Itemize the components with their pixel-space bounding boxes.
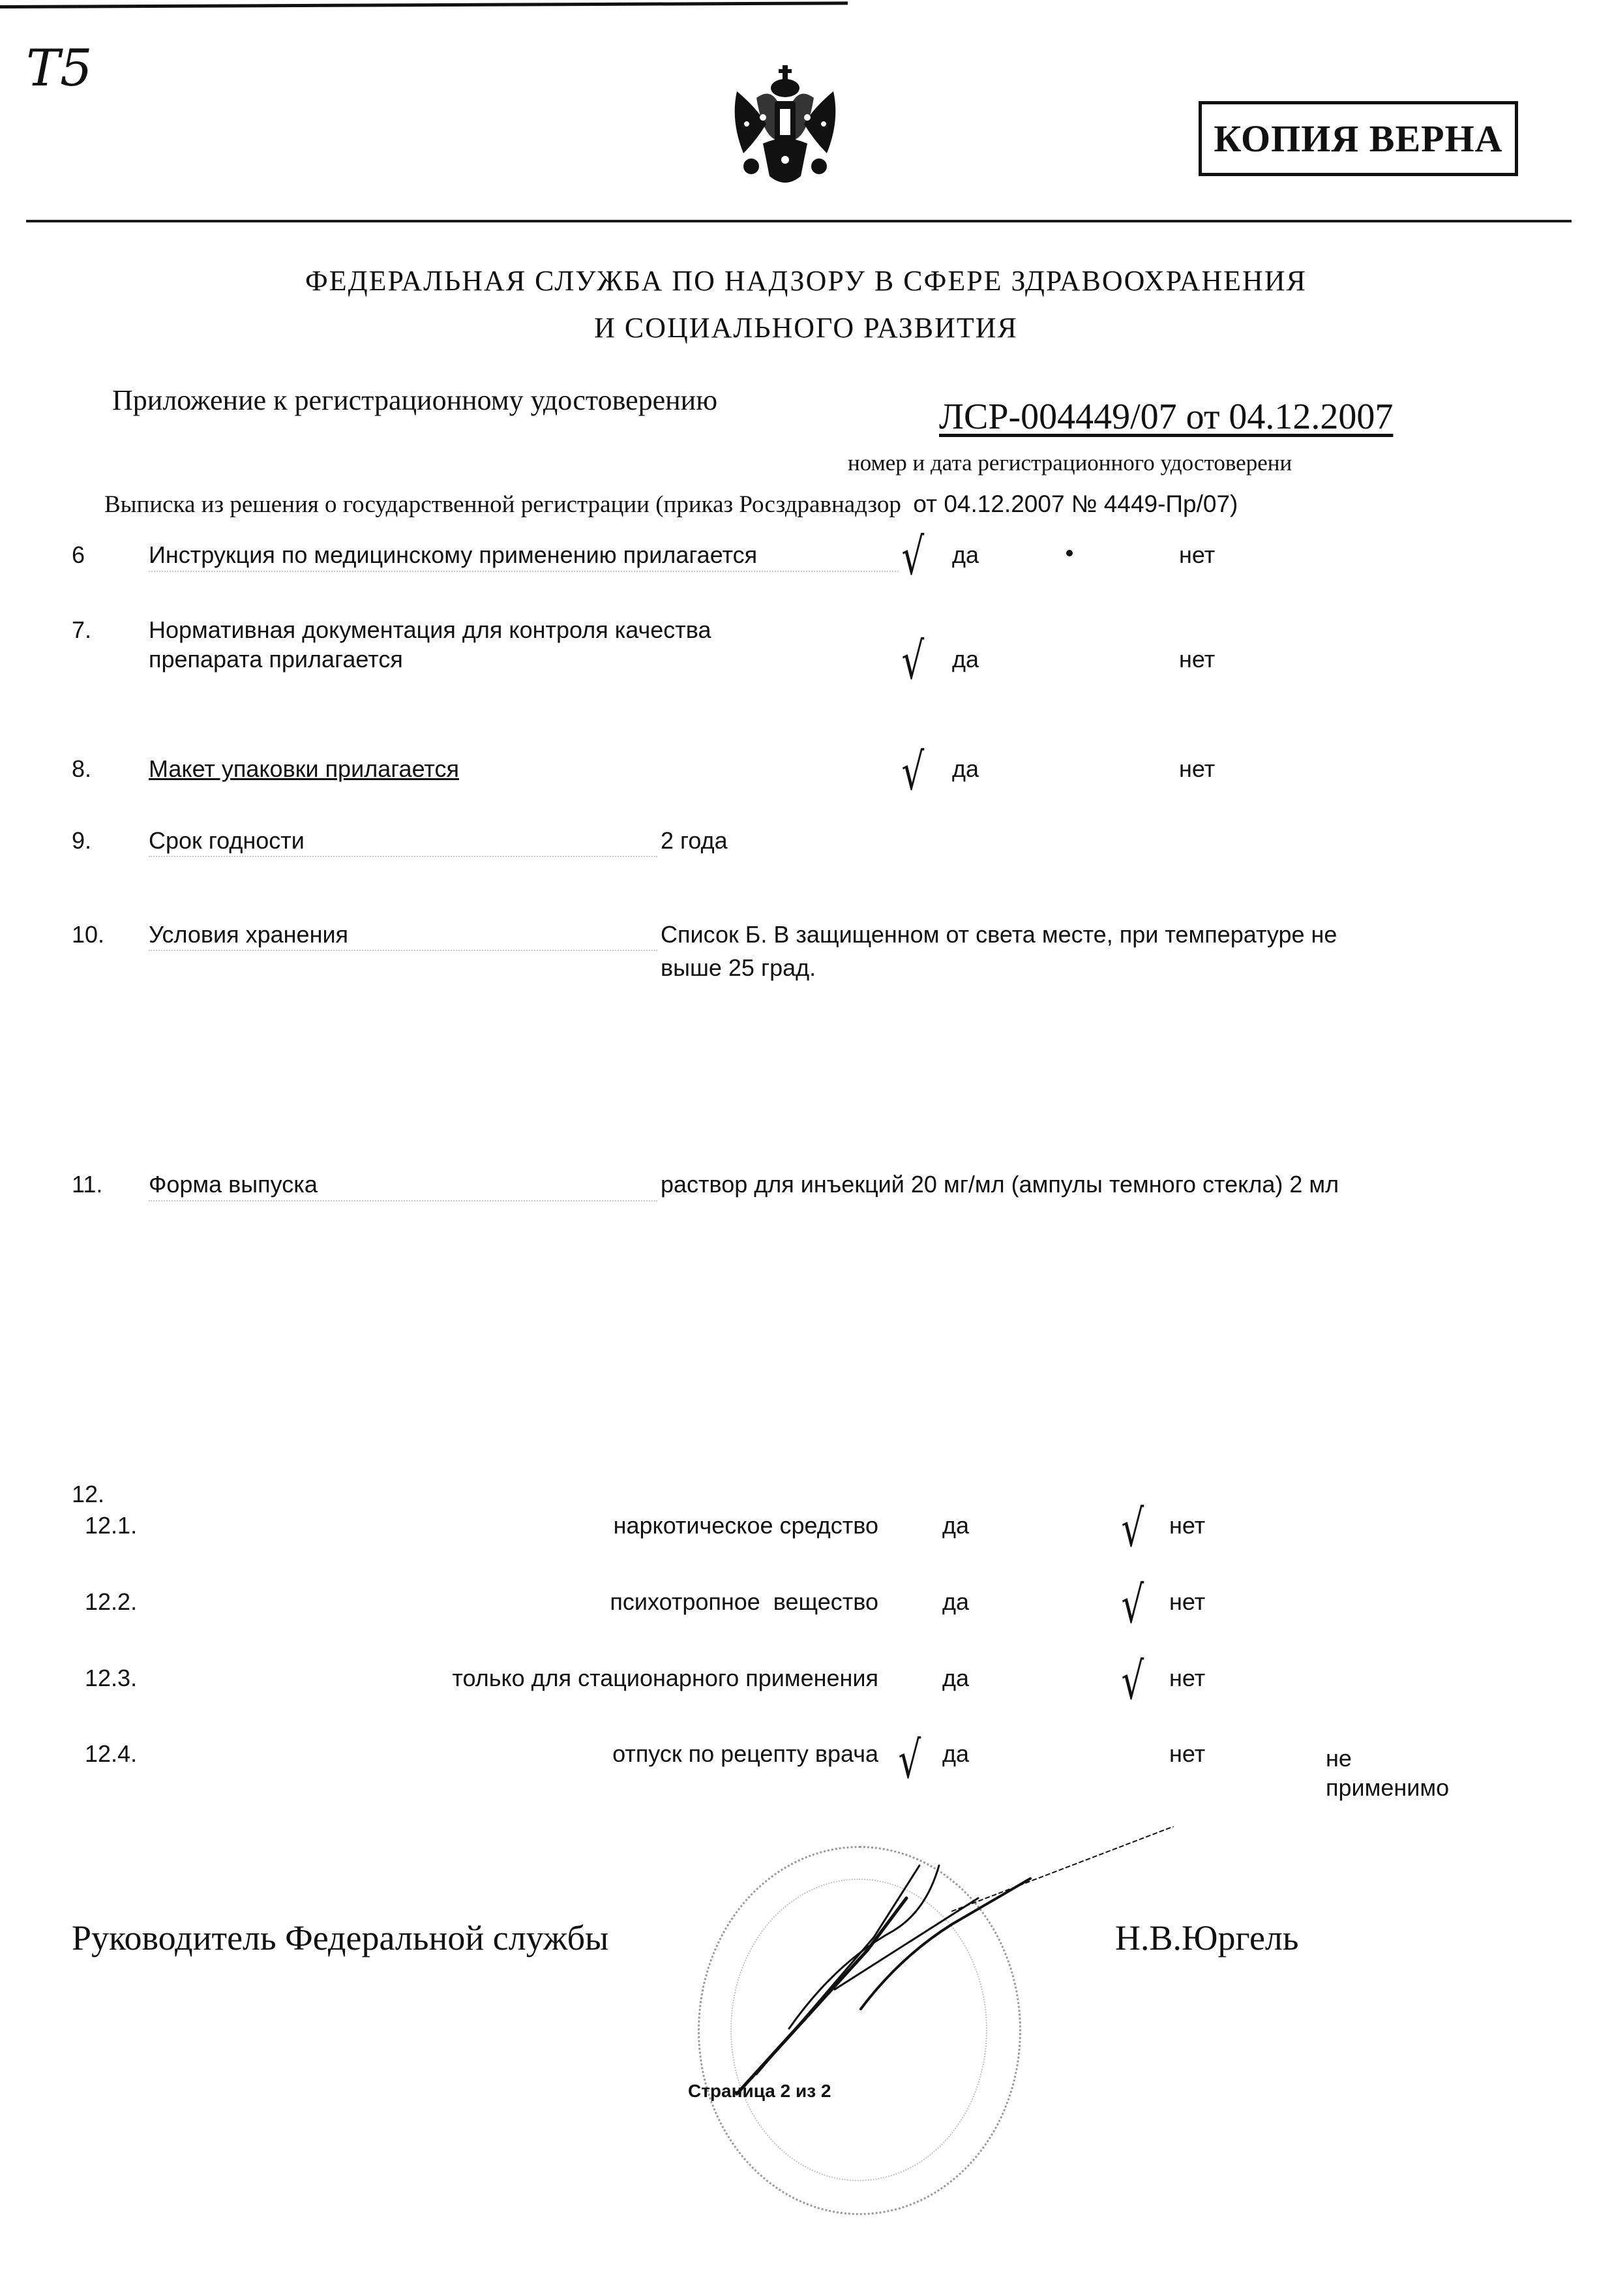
item-11-value: раствор для инъекций 20 мг/мл (ампулы темного стекла) 2 мл [661,1171,1339,1198]
item-12-1-yes: да [942,1512,970,1539]
item-11-label: Форма выпуска [149,1171,318,1198]
item-12-4-no: нет [1169,1740,1206,1767]
item-7-no: нет [1179,646,1216,672]
agency-title-line2: И СОЦИАЛЬНОГО РАЗВИТИЯ [594,312,1018,344]
item-7-number: 7. [72,616,92,643]
item-7-label-line1: Нормативная документация для контроля качества [149,616,711,643]
item-7-label-line2: препарата прилагается [149,646,403,672]
handwritten-mark: Т5 [26,39,93,98]
item-10-label: Условия хранения [149,921,349,948]
item-12-2-yes: да [942,1588,970,1615]
extract-prefix: Выписка из решения о государственной регистрации (приказ Росздравнадзор [104,491,901,518]
dotted-leader [149,950,657,951]
item-12-1-label: наркотическое средство [613,1512,878,1539]
item-6-yes: да [952,541,979,568]
item-12-4-not-applicable-line2: применимо [1326,1774,1450,1801]
item-12-4-number: 12.4. [85,1740,138,1767]
signer-name: Н.В.Юргель [1115,1918,1299,1957]
item-8-yes: да [952,755,979,782]
checkmark-icon: √ [901,743,925,802]
item-12-3-label: только для стационарного применения [452,1665,878,1691]
registration-number: ЛСР-004449/07 от 04.12.2007 [939,397,1394,437]
item-12-4-label: отпуск по рецепту врача [612,1740,878,1767]
item-8-no: нет [1179,755,1216,782]
item-10-value-line2: выше 25 град. [661,954,816,981]
item-12-1-number: 12.1. [85,1512,138,1539]
item-8-number: 8. [72,755,92,782]
item-12-4-yes: да [942,1740,970,1767]
item-10-value-line1: Список Б. В защищенном от света месте, при температуре не [661,921,1337,948]
checkmark-icon: √ [1121,1576,1144,1635]
certified-copy-stamp: КОПИЯ ВЕРНА [1199,101,1518,176]
top-border-line [0,1,848,8]
item-6-no: нет [1179,541,1216,568]
item-7-yes: да [952,646,979,672]
item-12-4-not-applicable-line1: не [1326,1745,1352,1772]
section-12-number: 12. [72,1481,105,1507]
checkmark-icon: √ [898,1731,921,1790]
agency-title-line1: ФЕДЕРАЛЬНАЯ СЛУЖБА ПО НАДЗОРУ В СФЕРЕ ЗДРАВООХРАНЕНИЯ [305,265,1307,297]
signer-title: Руководитель Федеральной службы [72,1918,609,1957]
item-9-value: 2 года [661,827,728,854]
item-12-3-yes: да [942,1665,970,1691]
item-12-3-number: 12.3. [85,1665,138,1691]
extract-order: от 04.12.2007 № 4449-Пр/07) [913,491,1238,517]
dotted-leader [149,1200,657,1201]
item-12-2-label: психотропное вещество [610,1588,878,1615]
item-8-label: Макет упаковки прилагается [149,755,459,782]
item-9-number: 9. [72,827,92,854]
item-11-number: 11. [72,1171,103,1198]
registration-number-caption: номер и дата регистрационного удостоверени [848,450,1292,476]
dotted-leader [149,571,899,572]
checkmark-icon: √ [1121,1500,1144,1558]
item-6-number: 6 [72,541,85,568]
item-12-2-number: 12.2. [85,1588,138,1615]
item-12-2-no: нет [1169,1588,1206,1615]
checkmark-icon: √ [901,528,925,586]
annex-label: Приложение к регистрационному удостоверению [112,384,718,416]
item-10-number: 10. [72,921,105,948]
signature-scribble-icon [704,1826,1174,2100]
item-12-3-no: нет [1169,1665,1206,1691]
coat-of-arms-icon [717,62,854,192]
extract-line [104,491,1238,519]
header-divider [26,220,1572,222]
item-9-label: Срок годности [149,827,305,854]
dotted-leader [149,856,657,857]
dot-mark [1066,550,1073,556]
page-number: Страница 2 из 2 [688,2081,831,2101]
checkmark-icon: √ [1121,1652,1144,1711]
checkmark-icon: √ [901,632,925,691]
item-6-label: Инструкция по медицинскому применению прилагается [149,541,758,568]
item-12-1-no: нет [1169,1512,1206,1539]
